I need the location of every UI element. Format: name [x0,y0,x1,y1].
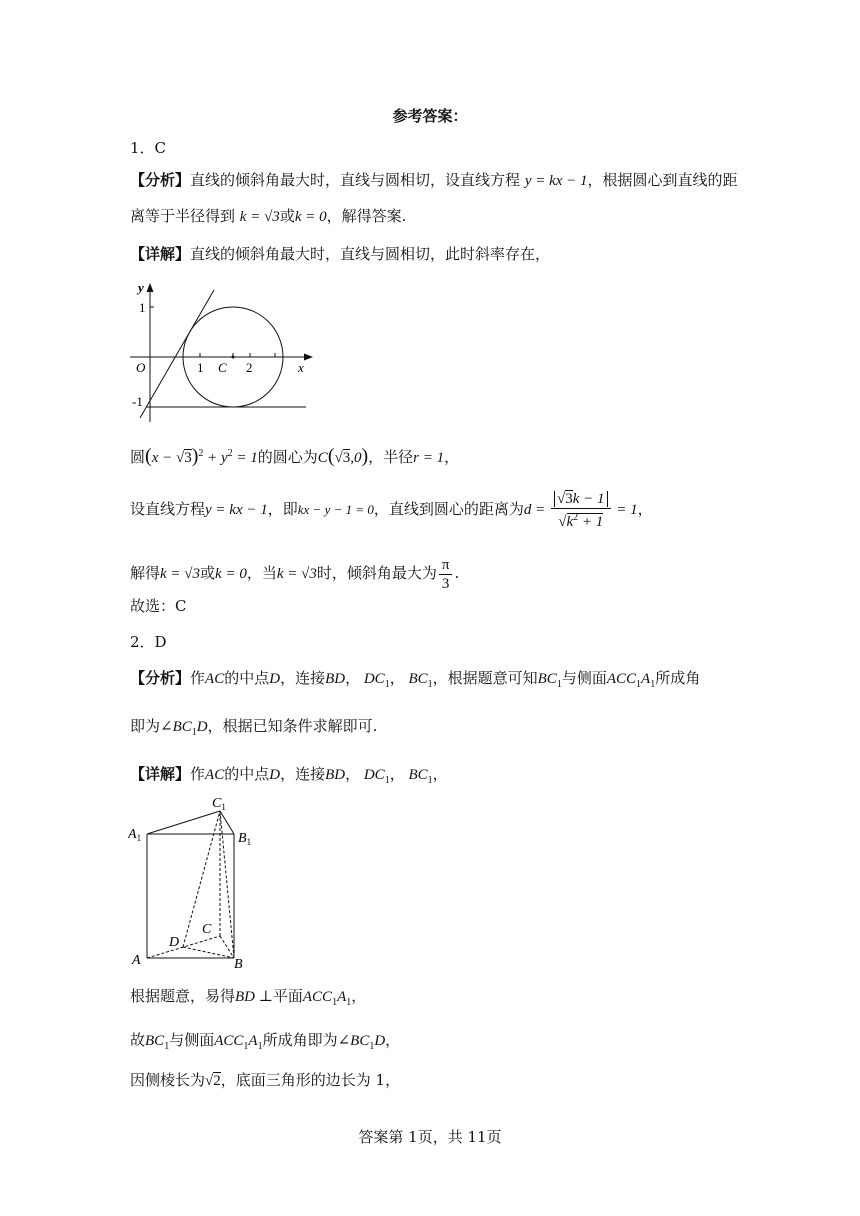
q1-detail-tag: 【详解】 [130,245,191,263]
q2-detail-text-a: 作 [190,765,206,783]
q1-y-arrow [147,283,154,292]
q2-detail-text-c: ，连接 [280,765,326,783]
q1-circle-figure [128,280,318,426]
q1-setup-eq2: kx − y − 1 = 0 [297,501,374,517]
q2-perp-text-c: ， [351,987,367,1005]
q2-number: 2．D [130,633,167,651]
q1-analysis2-text-b: ，解得答案. [326,207,407,225]
q1-detail-text: 直线的倾斜角最大时，直线与圆相切，此时斜率存在， [190,245,551,263]
q2-analysis-tag: 【分析】 [130,669,191,687]
q2-angle-value: $\angle BC_1D$ [337,1033,386,1052]
q1-x-arrow [304,354,313,361]
q2-perp-face: $ACC_1A_1$ [302,989,352,1008]
q1-label-tick-m1y: -1 [132,394,143,409]
q2-edge-line [130,1070,400,1091]
q2-analysis-BC1: $BC_1$ [537,671,562,690]
q2-analysis2-text-b: ，根据已知条件求解即可. [207,717,378,735]
q2-analysis-line2 [130,716,377,743]
q1-tangent-line [140,290,214,418]
q1-analysis-eq: y = kx − 1 [524,173,588,189]
q2-analysis-text-f: 所成角 [655,669,701,687]
q1-label-tick-1y: 1 [139,300,146,315]
q2-analysis-text-c: ，连接 [280,669,326,687]
q2-angle-text-c: 所成角即为 [262,1031,338,1049]
q1-analysis-line1 [130,170,738,191]
q2-perp-BD: BD ⊥ [235,989,273,1005]
q2-label-A1: $A_1$ [128,827,142,843]
q2-analysis2-text-a: 即为 [130,717,161,735]
q2-edge-sqrt2: √2 [205,1073,221,1089]
q2-analysis-line1 [130,668,700,695]
q1-circle-text-b: 的圆心为 [257,448,318,466]
q2-perp-text-b: 平面 [272,987,303,1005]
q1-setup-text-d: ， [637,499,653,518]
q2-analysis-D: D [269,671,281,687]
q1-solve-text-a: 解得 [130,563,161,582]
q2-analysis-text-a: 作 [190,669,206,687]
q2-label-B1: $B_1$ [238,831,252,847]
q1-analysis-text-b: ，根据圆心到直线的距 [587,171,738,189]
q1-circle-eq: $(x - √3)^2 + y^2 = 1$ [145,445,258,467]
q1-solve-angle: $\frac{\pi}{3}$ [437,566,455,582]
q2-analysis-face: $ACC_1A_1$ [606,671,656,690]
q2-edge-A1C1 [147,811,220,834]
q1-circle-radius: r = 1 [413,450,445,466]
q2-edge-text-b: ，底面三角形的边长为 1， [220,1071,401,1089]
q1-number: 1．C [130,139,167,157]
q1-solve-or: 或 [200,563,216,582]
q2-edge-C1B1 [220,811,234,834]
q1-circle-text-a: 圆 [130,448,146,466]
q2-perp-text-a: 根据题意，易得 [130,987,236,1005]
q1-detail-line1 [130,244,550,264]
q2-prism-figure [128,792,268,972]
q1-solve-line [130,556,459,593]
q1-setup-text-a: 设直线方程 [130,499,206,518]
page-heading: 参考答案： [392,107,468,125]
q1-circle-center: C(√3,0) [317,445,369,467]
q2-label-B: B [234,957,243,972]
q1-answer: 故选：C [130,597,187,615]
q1-analysis2-text-a: 离等于半径得到 [130,207,236,225]
q2-detail-D: D [269,767,281,783]
q1-distance-formula: d = $\frac{√3k - 1}{√k^2 + 1}$ = 1 [523,491,638,530]
q1-setup-text-c: ，直线到圆心的距离为 [373,499,524,518]
q2-detail-tag: 【详解】 [130,765,191,783]
q2-angle-text-a: 故 [130,1031,146,1049]
q1-analysis2-k1: k = √3 [239,209,280,225]
q2-angle-BC1: $BC_1$ [145,1033,170,1052]
q1-solve-text-c: 时，倾斜角最大为 [316,563,437,582]
q1-solve-text-d: . [454,563,460,582]
q2-analysis-text-e: 与侧面 [561,669,607,687]
q1-solve-k3: k = √3 [276,565,317,582]
q1-analysis-line2 [130,206,406,227]
q1-label-origin: O [136,360,146,375]
q1-analysis-text-a: 直线的倾斜角最大时，直线与圆相切，设直线方程 [190,171,521,189]
q1-solve-k1: k = √3 [160,565,201,582]
q2-angle-face: $ACC_1A_1$ [214,1033,263,1052]
q1-setup-eq1: y = kx − 1 [205,501,268,518]
q2-analysis-segments: BD， $DC_1$， $BC_1$ [325,671,433,690]
q1-analysis2-or: 或 [279,207,295,225]
q2-detail-text-b: 的中点 [224,765,270,783]
q2-perp-line [130,986,366,1013]
q1-solve-text-b: ，当 [246,563,277,582]
q1-label-tick-2x: 2 [246,360,253,375]
q1-setup-line [130,490,653,531]
q2-detail-segments: BD， $DC_1$， $BC_1$， [325,767,448,786]
q1-label-tick-1x: 1 [197,360,204,375]
q1-label-y: y [138,280,144,295]
q2-analysis-text-b: 的中点 [224,669,270,687]
q2-detail-AC: AC [205,767,225,783]
q2-analysis2-angle: $\angle BC_1D$ [160,719,208,738]
q2-label-C1: $C_1$ [212,796,226,812]
q1-analysis-tag: 【分析】 [130,171,191,189]
q2-angle-text-d: ， [385,1031,401,1049]
q1-setup-text-b: ，即 [267,499,298,518]
q2-detail-line1 [130,764,448,791]
q2-label-A: A [132,953,141,968]
q2-label-C: C [202,922,212,937]
q2-angle-line [130,1030,400,1057]
q2-seg-BC1 [220,811,234,958]
q1-circle-text-d: ， [444,448,460,466]
q2-analysis-AC: AC [205,671,225,687]
q1-circle-line [130,444,459,468]
q2-edge-text-a: 因侧棱长为 [130,1071,206,1089]
q1-analysis2-k2: k = 0 [294,209,327,225]
q2-analysis-text-d: ，根据题意可知 [432,669,538,687]
q2-label-D: D [169,935,180,950]
q1-circle-text-c: ，半径 [368,448,414,466]
q2-seg-BD [183,947,234,958]
page-footer: 答案第 1页，共 11页 [358,1128,502,1146]
q1-label-x: x [298,360,304,375]
q1-center-dot [232,356,235,359]
q1-label-tick-C: C [218,360,227,375]
q1-solve-k2: k = 0 [215,565,247,582]
q2-edge-CB [220,936,234,958]
q2-angle-text-b: 与侧面 [169,1031,215,1049]
